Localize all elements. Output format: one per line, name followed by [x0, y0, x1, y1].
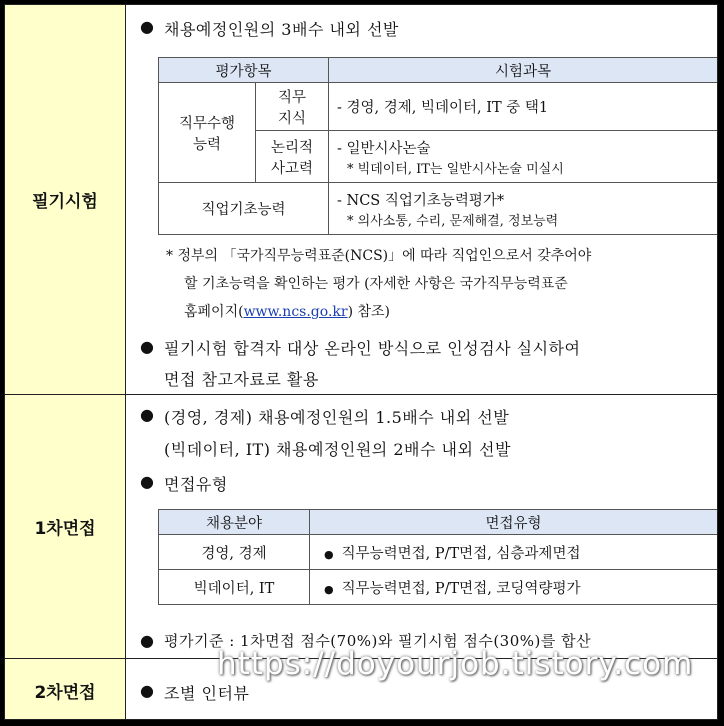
field-business-economics: 경영, 경제: [159, 535, 310, 570]
second-interview-label: 2차면접: [5, 659, 126, 720]
logical-thinking-subject: - 일반시사논술: [337, 140, 431, 157]
personality-test-line2: 면접 참고자료로 활용: [164, 370, 319, 389]
header-interview-type: 면접유형: [310, 510, 718, 535]
first-interview-section: [5, 395, 717, 659]
written-exam-content: [126, 5, 717, 394]
ncs-footnote-line3: 홈페이지(www.ncs.go.kr) 참조): [184, 304, 391, 320]
type-bigdata-it: ● 직무능력면접, P/T면접, 코딩역량평가: [310, 570, 718, 605]
personality-test-line1: 필기시험 합격자 대상 온라인 방식으로 인성검사 실시하여: [164, 339, 581, 358]
ncs-footnote-line2: 할 기초능력을 확인하는 평가 (자세한 사항은 국가직무능력표준: [184, 276, 568, 292]
bullet-icon: ●: [140, 472, 154, 491]
evaluation-criteria: 평가기준 : 1차면접 점수(70%)와 필기시험 점수(30%)를 합산: [164, 632, 592, 650]
bullet-icon: ●: [140, 631, 154, 650]
ncs-footnote-line1: * 정부의 「국가직무능력표준(NCS)」에 따라 직업인으로서 갖추어야: [166, 248, 592, 264]
bullet-icon: ●: [140, 681, 154, 700]
header-evaluation-item: 평가항목: [159, 58, 329, 83]
basic-vocational-subject: - NCS 직업기초능력평가*: [337, 192, 505, 209]
written-selection-text: 채용예정인원의 3배수 내외 선발: [164, 20, 399, 39]
logical-thinking-note: * 빅데이터, IT는 일반시사논술 미실시: [347, 161, 564, 177]
selection-bigdata-it: (빅데이터, IT) 채용예정인원의 2배수 내외 선발: [164, 440, 511, 459]
ncs-website-link[interactable]: www.ncs.go.kr: [243, 304, 348, 320]
bullet-icon: ●: [140, 337, 154, 356]
header-exam-subject: 시험과목: [329, 58, 718, 83]
sub-logical-thinking: 논리적 사고력: [256, 131, 329, 183]
interview-type-table: [158, 509, 718, 605]
bullet-icon: ●: [140, 405, 154, 424]
basic-vocational-note: * 의사소통, 수리, 문제해결, 정보능력: [347, 213, 559, 229]
written-exam-section: [5, 5, 717, 395]
written-exam-label: 필기시험: [5, 5, 126, 394]
job-knowledge-subjects: - 경영, 경제, 빅데이터, IT 중 택1: [329, 83, 718, 131]
interview-type-heading: 면접유형: [164, 475, 228, 494]
bullet-icon: ●: [140, 17, 154, 36]
logical-thinking-cell: [329, 131, 718, 183]
group-interview-text: 조별 인터뷰: [164, 684, 250, 703]
field-bigdata-it: 빅데이터, IT: [159, 570, 310, 605]
group-job-competency: 직무수행 능력: [159, 83, 256, 183]
group-basic-vocational: 직업기초능력: [159, 183, 329, 235]
first-interview-content: [126, 395, 717, 658]
first-interview-label: 1차면접: [5, 395, 126, 658]
basic-vocational-cell: [329, 183, 718, 235]
selection-business-economics: (경영, 경제) 채용예정인원의 1.5배수 내외 선발: [164, 408, 510, 427]
sub-job-knowledge: 직무 지식: [256, 83, 329, 131]
recruitment-process-table: [4, 4, 718, 720]
blog-watermark: https://doyourjob.tistory.com: [217, 646, 694, 682]
header-recruitment-field: 채용분야: [159, 510, 310, 535]
written-exam-subject-table: [158, 57, 718, 235]
type-business-economics: ● 직무능력면접, P/T면접, 심층과제면접: [310, 535, 718, 570]
